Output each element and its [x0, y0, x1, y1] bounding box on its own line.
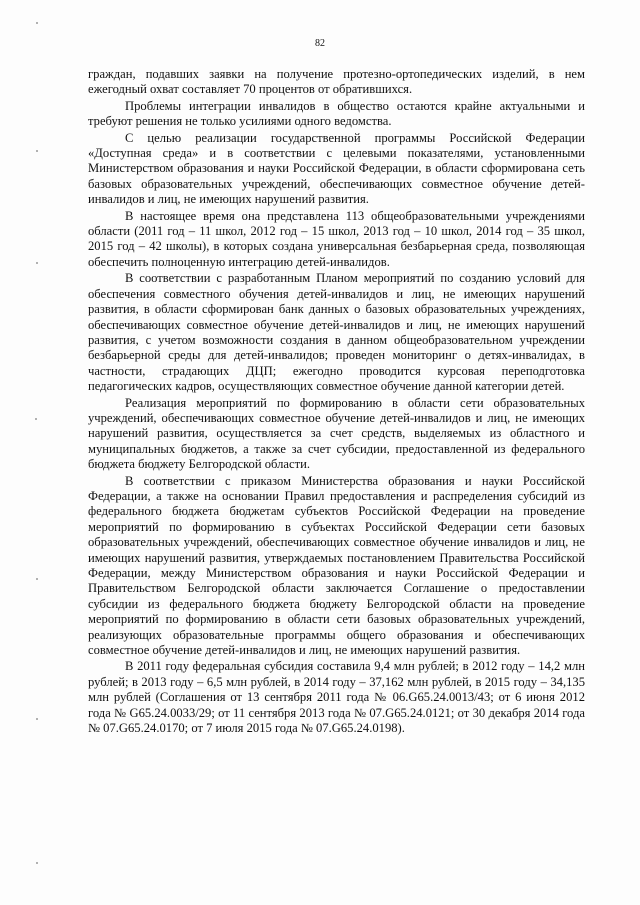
scan-speck — [36, 862, 38, 864]
paragraph-2: Проблемы интеграции инвалидов в общество остаются крайне актуальными и требуют решения не только усилиями одного ведомства. — [88, 98, 585, 129]
paragraph-3: С целью реализации государственной программы Российской Федерации «Доступная среда» и в соответствии с целевыми показателями, установленными Министерством образования и науки Российской Федерации, в области сформирована сеть базовых образовательных учреждений, обеспечивающих совместное обучение детей-инвалидов и лиц, не имеющих нарушений развития. — [88, 130, 585, 207]
scan-speck — [36, 718, 38, 720]
paragraph-8: В 2011 году федеральная субсидия составила 9,4 млн рублей; в 2012 году – 14,2 млн рублей; в 2013 году – 6,5 млн рублей, в 2014 году – 37,162 млн рублей, в 2015 году – 34,135 млн рублей (Соглашения от 13 сентября 2011 года № 06.G65.24.0013/43; от 6 июня 2012 года № G65.24.0033/29; от 11 сентября 2013 года № 07.G65.24.0121; от 30 декабря 2014 года № 07.G65.24.0170; от 7 июля 2015 года № 07.G65.24.0198). — [88, 659, 585, 736]
scan-speck — [36, 578, 38, 580]
scan-speck — [36, 22, 38, 24]
page-number: 82 — [315, 38, 325, 49]
paragraph-1: граждан, подавших заявки на получение протезно-ортопедических изделий, в нем ежегодный охват составляет 70 процентов от обратившихся. — [88, 67, 585, 97]
paragraph-6: Реализация мероприятий по формированию в области сети образовательных учреждений, обеспечивающих совместное обучение детей-инвалидов и лиц, не имеющих нарушений развития, осуществляется за счет средств, выделяемых из областного и муниципальных бюджетов, а также за счет субсидии, предоставленной из федерального бюджета бюджету Белгородской области. — [88, 395, 585, 472]
scan-speck — [36, 150, 38, 152]
paragraph-4: В настоящее время она представлена 113 общеобразовательными учреждениями области (2011 год – 11 школ, 2012 год – 15 школ, 2013 год – 10 школ, 2014 год – 35 школ, 2015 год – 42 школы), в которых создана универсальная безбарьерная среда, позволяющая обеспечить полноценную интеграцию детей-инвалидов. — [88, 208, 585, 269]
body-text — [88, 67, 585, 736]
paragraph-7: В соответствии с приказом Министерства образования и науки Российской Федерации, а также на основании Правил предоставления и распределения субсидий из федерального бюджета бюджетам субъектов Российской Федерации на проведение мероприятий по формированию в субъектах Российской Федерации сети базовых образовательных учреждений, обеспечивающих совместное обучение инвалидов и лиц, не имеющих нарушений развития, утверждаемых постановлением Правительства Российской Федерации, между Министерством образования и науки Российской Федерации и Правительством Белгородской области заключается Соглашение о предоставлении субсидии из федерального бюджета бюджету Белгородской области на проведение мероприятий по формированию в области сети базовых образовательных учреждений, реализующих образовательные программы общего образования и обеспечивающих совместное обучение детей-инвалидов и лиц, не имеющих нарушений развития. — [88, 473, 585, 658]
paragraph-5: В соответствии с разработанным Планом мероприятий по созданию условий для обеспечения совместного обучения детей-инвалидов и лиц, не имеющих нарушений развития, в области сформирован банк данных о базовых образовательных учреждениях, обеспечивающих совместное обучение детей-инвалидов и лиц, не имеющих нарушений развития, с учетом возможности создания в данном общеобразовательном учреждении безбарьерной среды для детей-инвалидов; проведен мониторинг о детях-инвалидах, в частности, страдающих ДЦП; ежегодно проводится курсовая переподготовка педагогических кадров, осуществляющих совместное обучение данной категории детей. — [88, 271, 585, 394]
scan-speck — [36, 262, 38, 264]
scan-speck — [35, 418, 37, 420]
